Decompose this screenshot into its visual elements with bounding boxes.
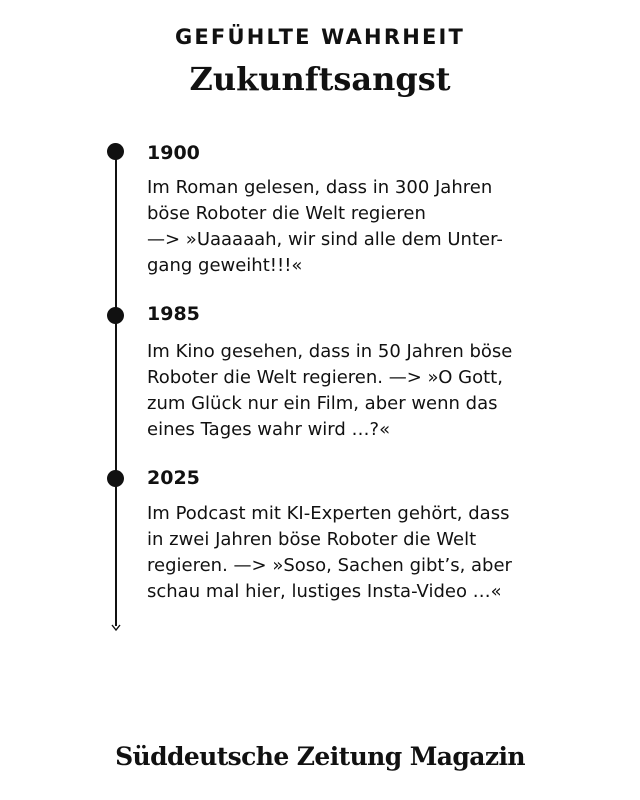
entry-line: Roboter die Welt regieren. —> »O Gott, <box>147 367 503 388</box>
entry-line: eines Tages wahr wird …?« <box>147 419 391 440</box>
entry-line: zum Glück nur ein Film, aber wenn das <box>147 393 498 414</box>
timeline-arrow-icon <box>111 622 121 632</box>
entry-line: Im Roman gelesen, dass in 300 Jahren <box>147 177 493 198</box>
entry-line: regieren. —> »Soso, Sachen gibt’s, aber <box>147 555 512 576</box>
entry-line: Im Kino gesehen, dass in 50 Jahren böse <box>147 341 513 362</box>
entry-line: gang geweiht!!!« <box>147 255 303 276</box>
entry-line: in zwei Jahren böse Roboter die Welt <box>147 529 477 550</box>
timeline-entry-text <box>147 339 587 443</box>
timeline-dot <box>107 307 124 324</box>
timeline-line <box>115 152 117 626</box>
timeline-dot <box>107 143 124 160</box>
entry-line: —> »Uaaaaah, wir sind alle dem Unter- <box>147 229 503 250</box>
timeline-year: 1985 <box>147 303 200 325</box>
timeline-year: 2025 <box>147 467 200 489</box>
section-kicker: GEFÜHLTE WAHRHEIT <box>174 25 466 49</box>
page-title: Zukunftsangst <box>189 60 451 98</box>
brand-logo: Süddeutsche Zeitung Magazin <box>115 742 525 771</box>
timeline-dot <box>107 470 124 487</box>
timeline-entry-text <box>147 175 587 279</box>
entry-line: Im Podcast mit KI-Experten gehört, dass <box>147 503 510 524</box>
timeline-year: 1900 <box>147 142 200 164</box>
entry-line: böse Roboter die Welt regieren <box>147 203 426 224</box>
entry-line: schau mal hier, lustiges Insta-Video …« <box>147 581 502 602</box>
timeline-entry-text <box>147 501 587 605</box>
